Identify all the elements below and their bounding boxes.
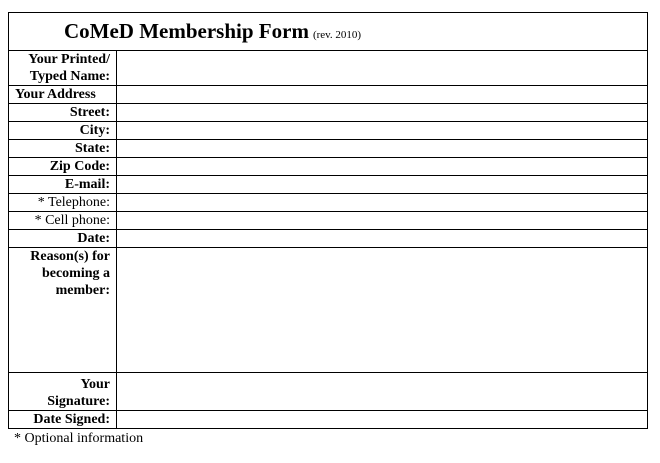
membership-form-table bbox=[8, 12, 648, 429]
date-field[interactable] bbox=[117, 230, 648, 248]
state-field[interactable] bbox=[117, 140, 648, 158]
form-title: CoMeD Membership Form bbox=[64, 19, 309, 43]
name-label: Your Printed/ Typed Name: bbox=[9, 51, 117, 86]
address-field[interactable] bbox=[117, 86, 648, 104]
date-label: Date: bbox=[9, 230, 117, 248]
form-revision: (rev. 2010) bbox=[312, 29, 362, 41]
telephone-label: * Telephone: bbox=[9, 194, 117, 212]
signature-label: Your Signature: bbox=[9, 373, 117, 411]
street-field[interactable] bbox=[117, 104, 648, 122]
reason-label: Reason(s) for becoming a member: bbox=[9, 248, 117, 373]
form-header bbox=[9, 13, 648, 51]
optional-footnote: * Optional information bbox=[14, 431, 144, 446]
address-label: Your Address bbox=[9, 86, 117, 104]
email-label: E-mail: bbox=[9, 176, 117, 194]
cell-phone-label: * Cell phone: bbox=[9, 212, 117, 230]
city-field[interactable] bbox=[117, 122, 648, 140]
signature-field[interactable] bbox=[117, 373, 648, 411]
street-label: Street: bbox=[9, 104, 117, 122]
cell-phone-field[interactable] bbox=[117, 212, 648, 230]
email-field[interactable] bbox=[117, 176, 648, 194]
state-label: State: bbox=[9, 140, 117, 158]
date-signed-label: Date Signed: bbox=[9, 411, 117, 429]
telephone-field[interactable] bbox=[117, 194, 648, 212]
zip-field[interactable] bbox=[117, 158, 648, 176]
reason-field[interactable] bbox=[117, 248, 648, 373]
zip-label: Zip Code: bbox=[9, 158, 117, 176]
date-signed-field[interactable] bbox=[117, 411, 648, 429]
city-label: City: bbox=[9, 122, 117, 140]
name-field[interactable] bbox=[117, 51, 648, 86]
